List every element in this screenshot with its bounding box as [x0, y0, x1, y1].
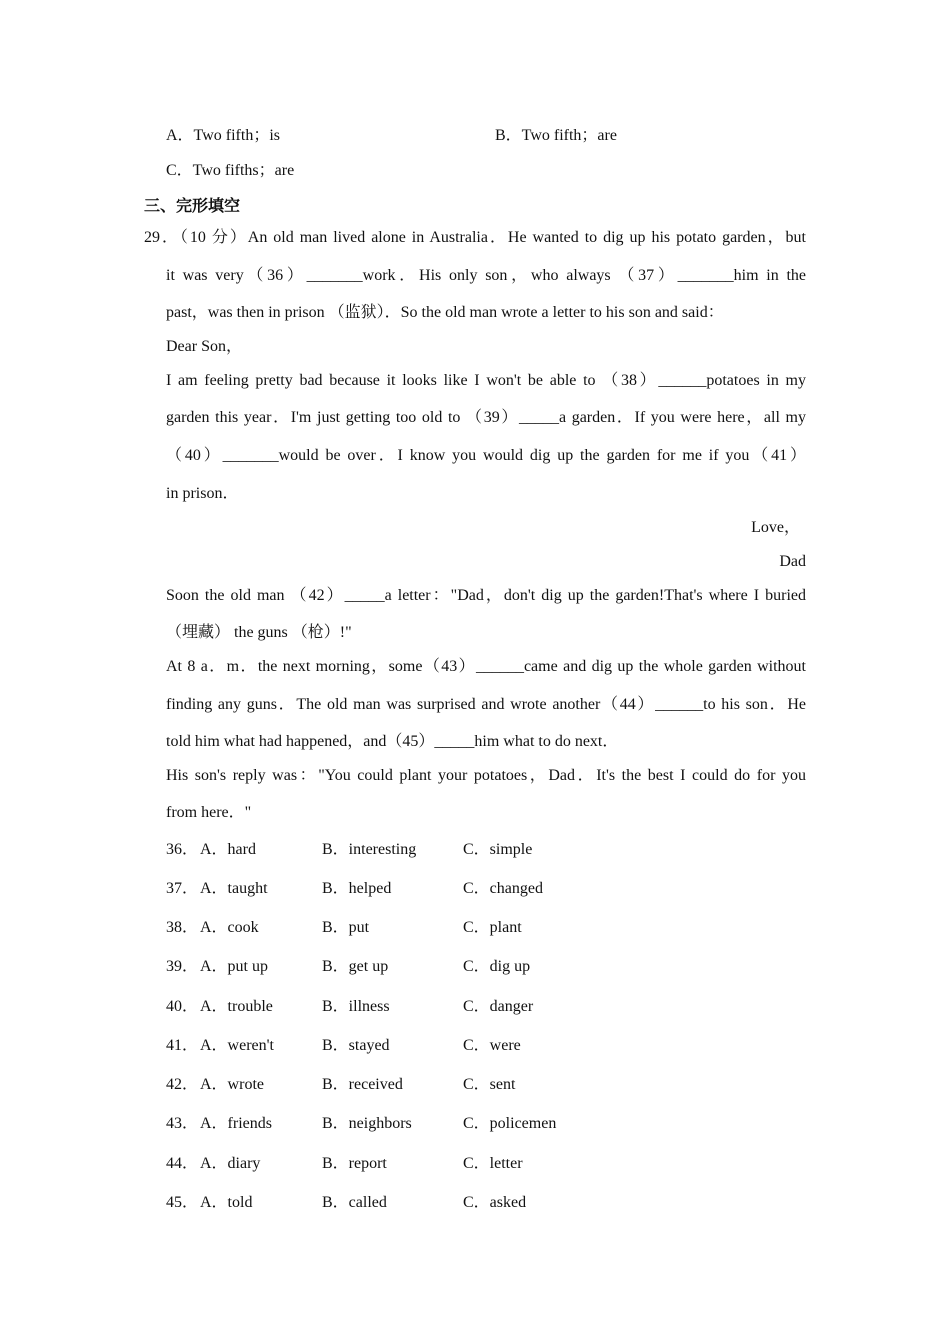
option-c: C．simple	[463, 841, 533, 858]
question-number: 42．	[166, 1076, 199, 1093]
question-row	[0, 997, 950, 1019]
option-c: C．dig up	[463, 958, 531, 975]
question-row	[0, 1075, 950, 1097]
option-b: B．report	[322, 1155, 387, 1172]
option-b: B．received	[322, 1076, 403, 1093]
passage-line: in prison．	[166, 485, 239, 502]
question-number: 43．	[166, 1115, 199, 1132]
option-a: A．hard	[200, 841, 256, 858]
option-a: A．put up	[200, 958, 269, 975]
option-a: A．wrote	[200, 1076, 264, 1093]
option-b: B．interesting	[322, 841, 417, 858]
option-a: A．told	[200, 1194, 253, 1211]
question-number: 45．	[166, 1194, 199, 1211]
option-c: C．asked	[463, 1194, 527, 1211]
option-b: B．helped	[322, 880, 392, 897]
option-c: C．changed	[463, 880, 543, 897]
question-row	[0, 840, 950, 862]
question-number: 39．	[166, 958, 199, 975]
prev-option-a: A．Two fifth；is	[166, 127, 280, 144]
option-a: A．diary	[200, 1155, 261, 1172]
question-row	[0, 957, 950, 979]
option-a: A．taught	[200, 880, 268, 897]
option-b: B．called	[322, 1194, 387, 1211]
question-number: 38．	[166, 919, 199, 936]
prev-option-b: B．Two fifth；are	[495, 127, 617, 144]
passage-line: finding any guns．The old man was surprised and wrote another（44）______to his son．He	[166, 696, 806, 713]
option-c: C．sent	[463, 1076, 516, 1093]
option-c: C．letter	[463, 1155, 523, 1172]
option-a: A．cook	[200, 919, 259, 936]
passage-line: past，was then in prison （监狱）．So the old man wrote a letter to his son and said：	[166, 304, 724, 321]
prev-option-c: C．Two fifths；are	[166, 162, 295, 179]
passage-line: Soon the old man （42）_____a letter："Dad，don't dig up the garden!That's where I buried	[166, 587, 806, 604]
question-row	[0, 879, 950, 901]
option-a: A．trouble	[200, 998, 273, 1015]
passage-line: it was very（36）_______work．His only son，who always （37）_______him in the	[166, 267, 806, 284]
letter-closing: Love，	[751, 519, 800, 536]
option-b: B．stayed	[322, 1037, 390, 1054]
option-b: B．get up	[322, 958, 389, 975]
option-c: C．plant	[463, 919, 522, 936]
passage-line: Dear Son，	[166, 338, 242, 355]
passage-line: garden this year．I'm just getting too old to （39）_____a garden．If you were here，all my	[166, 409, 806, 426]
option-a: A．friends	[200, 1115, 272, 1132]
question-row	[0, 918, 950, 940]
option-c: C．policemen	[463, 1115, 557, 1132]
passage-line: （40）_______would be over．I know you would dig up the garden for me if you（41）	[166, 447, 806, 464]
question-row	[0, 1154, 950, 1176]
option-b: B．put	[322, 919, 370, 936]
passage-line: His son's reply was："You could plant your potatoes，Dad．It's the best I could do for you	[166, 767, 806, 784]
passage-line: （埋藏） the guns （枪）!"	[166, 624, 352, 641]
option-b: B．neighbors	[322, 1115, 412, 1132]
question-number: 40．	[166, 998, 199, 1015]
passage-line: I am feeling pretty bad because it looks like I won't be able to （38）______potatoes in my	[166, 372, 806, 389]
option-c: C．were	[463, 1037, 521, 1054]
question-number: 36．	[166, 841, 199, 858]
passage-line: told him what had happened，and（45）_____him what to do next．	[166, 733, 619, 750]
passage-line: At 8 a．m．the next morning，some（43）______came and dig up the whole garden without	[166, 658, 806, 675]
option-a: A．weren't	[200, 1037, 274, 1054]
question-number: 41．	[166, 1037, 199, 1054]
question-row	[0, 1036, 950, 1058]
question-number: 44．	[166, 1155, 199, 1172]
option-c: C．danger	[463, 998, 534, 1015]
section-title: 三、完形填空	[144, 196, 241, 215]
question-number: 37．	[166, 880, 199, 897]
passage-line: from here．"	[166, 804, 252, 821]
letter-signature: Dad	[779, 553, 806, 570]
question-row	[0, 1114, 950, 1136]
question-row	[0, 1193, 950, 1215]
option-b: B．illness	[322, 998, 390, 1015]
passage-line: 29．（10 分）An old man lived alone in Australia．He wanted to dig up his potato garden，but	[144, 229, 806, 246]
